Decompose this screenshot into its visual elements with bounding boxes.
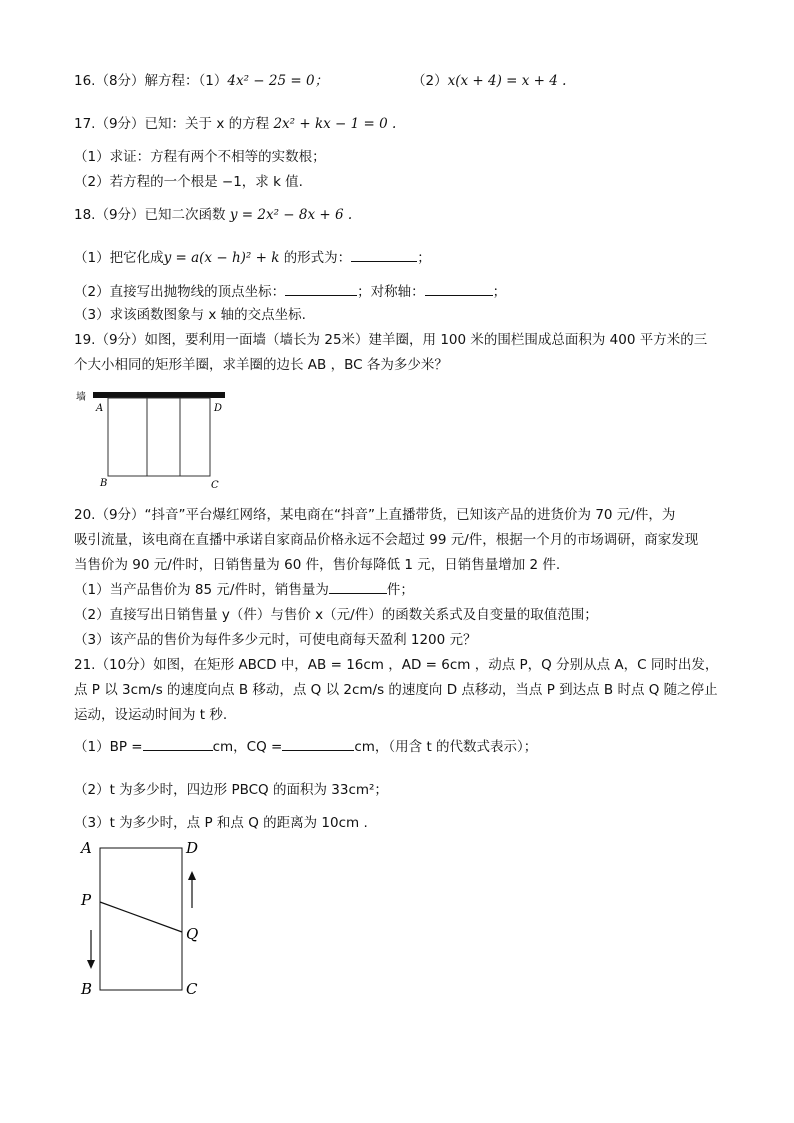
label-p: P <box>81 891 92 909</box>
q21-line1: 21.（10分）如图，在矩形 ABCD 中，AB = 16cm ，AD = 6cm ，动点 P，Q 分别从点 A，C 同时出发， <box>74 657 719 673</box>
arrow-up-head <box>188 871 196 880</box>
segment-pq <box>100 902 182 932</box>
wall-label: 墙 <box>76 392 86 403</box>
q20-line3: 当售价为 90 元/件时，日销售量为 60 件，售价每降低 1 元，日销售量增加 2 件. <box>74 557 561 573</box>
q21-line3: 运动，设运动时间为 t 秒. <box>74 707 228 723</box>
q20-sub3: （3）该产品的售价为每件多少元时，可使电商每天盈利 1200 元？ <box>74 632 477 648</box>
label-a: A <box>96 403 104 414</box>
q17-line <box>74 115 396 133</box>
q18-s1-end: ； <box>417 250 431 266</box>
label-c: C <box>186 980 198 998</box>
answer-blank[interactable] <box>351 249 417 262</box>
answer-blank[interactable] <box>425 283 493 296</box>
q21-s1-b: cm，CQ = <box>212 739 283 755</box>
q21-sub2: （2）t 为多少时，四边形 PBCQ 的面积为 33cm²； <box>74 782 388 798</box>
q20-line2: 吸引流量，该电商在直播中承诺自家商品价格永远不会超过 99 元/件，根据一个月的市场调研，商家发现 <box>74 532 699 548</box>
q18-s1-pre: （1）把它化成 <box>74 250 164 266</box>
q20-sub2: （2）直接写出日销售量 y（件）与售价 x（元/件）的函数关系式及自变量的取值范围； <box>74 607 598 623</box>
q18-sub1 <box>74 249 431 267</box>
q18-line <box>74 206 352 224</box>
q17-eq: 2x² + kx − 1 = 0 . <box>273 116 397 132</box>
q19-line2: 个大小相同的矩形羊圈，求羊圈的边长 AB ，BC 各为多少米？ <box>74 357 448 373</box>
q16-eq1: 4x² − 25 = 0； <box>227 73 329 89</box>
pen-outline <box>108 398 210 476</box>
q20-sub1 <box>74 581 414 599</box>
q21-sub3: （3）t 为多少时，点 P 和点 Q 的距离为 10cm . <box>74 815 368 831</box>
answer-blank[interactable] <box>329 581 387 594</box>
q18-s2-mid: ；对称轴： <box>357 284 425 300</box>
rectangle-abcd <box>100 848 182 990</box>
arrow-down-head <box>87 960 95 969</box>
q19-figure <box>76 386 236 490</box>
q18-sub3: （3）求该函数图象与 x 轴的交点坐标. <box>74 307 306 323</box>
q17-sub1: （1）求证：方程有两个不相等的实数根； <box>74 149 326 165</box>
q17-sub2: （2）若方程的一个根是 −1，求 k 值. <box>74 174 303 190</box>
label-b: B <box>100 478 108 489</box>
q16-head: 16.（8分）解方程：（1） <box>74 73 228 89</box>
label-q: Q <box>186 925 199 943</box>
label-c: C <box>211 480 219 490</box>
q20-line1: 20.（9分）“抖音”平台爆红网络，某电商在“抖音”上直播带货，已知该产品的进货价为 70 元/件，为 <box>74 507 676 523</box>
q19-line1: 19.（9分）如图，要利用一面墙（墙长为 25米）建羊圈，用 100 米的围栏围成总面积为 400 平方米的三 <box>74 332 708 348</box>
q21-s1-a: （1）BP = <box>74 739 143 755</box>
q16-part2 <box>412 72 566 90</box>
wall <box>93 392 225 398</box>
q21-s1-c: cm，（用含 t 的代数式表示）； <box>354 739 538 755</box>
q16-eq2: x(x + 4) = x + 4 . <box>447 73 567 89</box>
label-a: A <box>81 839 92 857</box>
q18-eq: y = 2x² − 8x + 6 . <box>229 207 353 223</box>
q21-sub1 <box>74 738 537 756</box>
answer-blank[interactable] <box>282 738 354 751</box>
q18-s1-post: 的形式为： <box>283 250 352 266</box>
answer-blank[interactable] <box>143 738 213 751</box>
q21-figure <box>72 836 212 1006</box>
q20-s1-post: 件； <box>386 582 414 598</box>
label-b: B <box>81 980 93 998</box>
q18-head: 18.（9分）已知二次函数 <box>74 207 226 223</box>
q16-line <box>74 72 328 90</box>
q18-s2-pre: （2）直接写出抛物线的顶点坐标： <box>74 284 286 300</box>
q20-s1-pre: （1）当产品售价为 85 元/件时，销售量为 <box>74 582 329 598</box>
label-d: D <box>186 839 199 857</box>
q17-head: 17.（9分）已知：关于 x 的方程 <box>74 116 270 132</box>
q18-sub2 <box>74 283 506 301</box>
q18-s1-eq: y = a(x − h)² + k <box>163 250 280 266</box>
q16-part2-label: （2） <box>412 73 448 89</box>
label-d: D <box>214 403 223 414</box>
q18-s2-end: ； <box>492 284 507 300</box>
q21-line2: 点 P 以 3cm/s 的速度向点 B 移动，点 Q 以 2cm/s 的速度向 D 点移动，当点 P 到达点 B 时点 Q 随之停止 <box>74 682 718 698</box>
answer-blank[interactable] <box>285 283 357 296</box>
